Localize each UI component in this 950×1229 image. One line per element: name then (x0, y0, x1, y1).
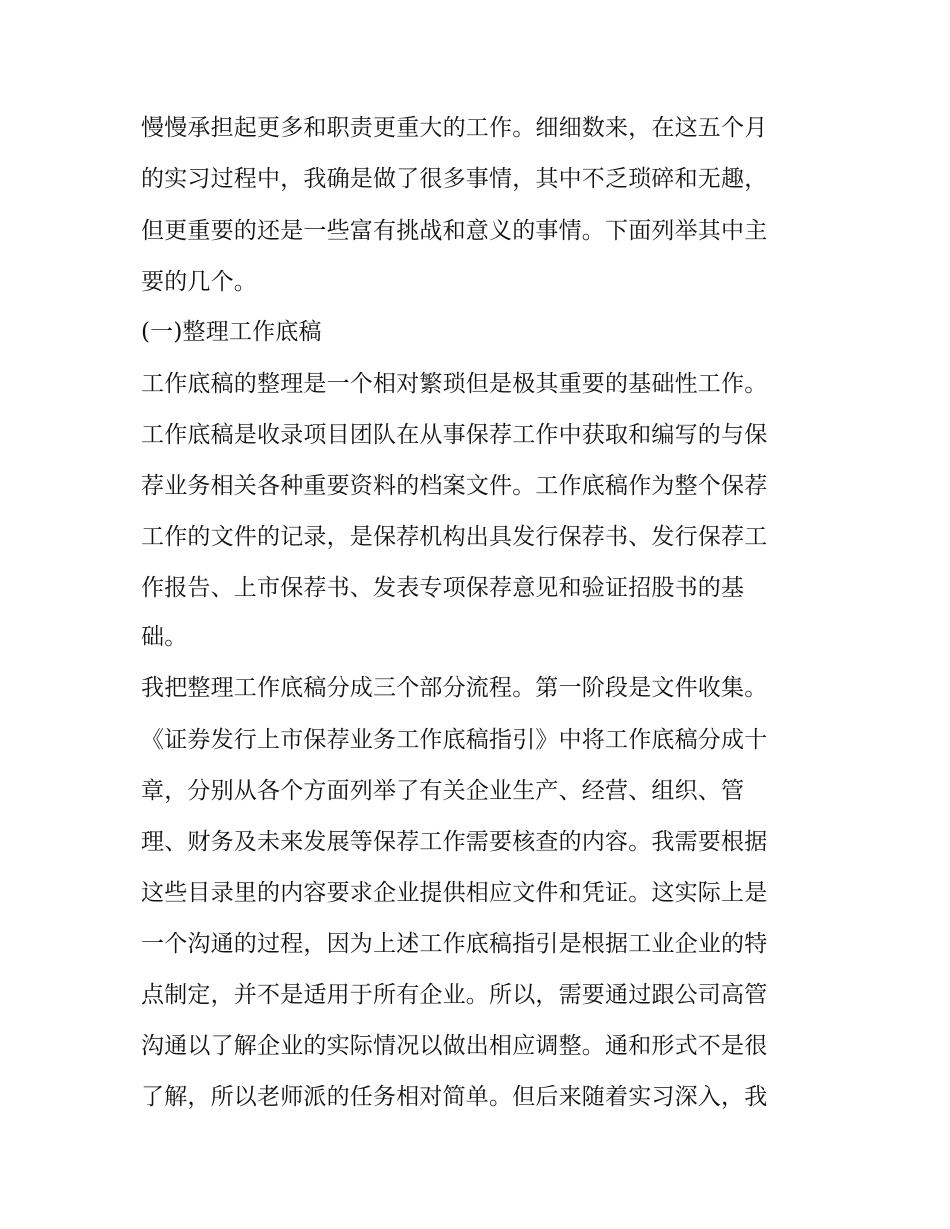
paragraph-line: 章，分别从各个方面列举了有关企业生产、经营、组织、管 (141, 778, 745, 804)
paragraph-line: 慢慢承担起更多和职责更重大的工作。细细数来，在这五个月 (141, 115, 768, 141)
paragraph-line: 工作底稿是收录项目团队在从事保荐工作中获取和编写的与保 (141, 422, 768, 448)
paragraph-line: 但更重要的还是一些富有挑战和意义的事情。下面列举其中主 (141, 218, 768, 244)
paragraph-line: 荐业务相关各种重要资料的档案文件。工作底稿作为整个保荐 (141, 473, 768, 499)
paragraph-line: 点制定，并不是适用于所有企业。所以，需要通过跟公司高管 (141, 982, 768, 1008)
paragraph-line: 我把整理工作底稿分成三个部分流程。第一阶段是文件收集。 (141, 675, 768, 701)
paragraph-line: 作报告、上市保荐书、发表专项保荐意见和验证招股书的基 (141, 575, 745, 601)
paragraph-line: 一个沟通的过程，因为上述工作底稿指引是根据工业企业的特 (141, 931, 768, 957)
paragraph-line: 《证券发行上市保荐业务工作底稿指引》中将工作底稿分成十 (141, 727, 768, 753)
paragraph-line: 要的几个。 (141, 269, 257, 295)
paragraph-line: 的实习过程中，我确是做了很多事情，其中不乏琐碎和无趣， (141, 166, 768, 192)
paragraph-line: 沟通以了解企业的实际情况以做出相应调整。通和形式不是很 (141, 1033, 768, 1059)
paragraph-line: 了解，所以老师派的任务相对简单。但后来随着实习深入，我 (141, 1084, 768, 1110)
paragraph-line: 础。 (141, 624, 188, 650)
paragraph-line: 工作底稿的整理是一个相对繁琐但是极其重要的基础性工作。 (141, 371, 768, 397)
paragraph-line: 理、财务及未来发展等保荐工作需要核查的内容。我需要根据 (141, 829, 768, 855)
section-heading: (一)整理工作底稿 (141, 319, 322, 345)
paragraph-line: 工作的文件的记录，是保荐机构出具发行保荐书、发行保荐工 (141, 524, 768, 550)
paragraph-line: 这些目录里的内容要求企业提供相应文件和凭证。这实际上是 (141, 880, 768, 906)
